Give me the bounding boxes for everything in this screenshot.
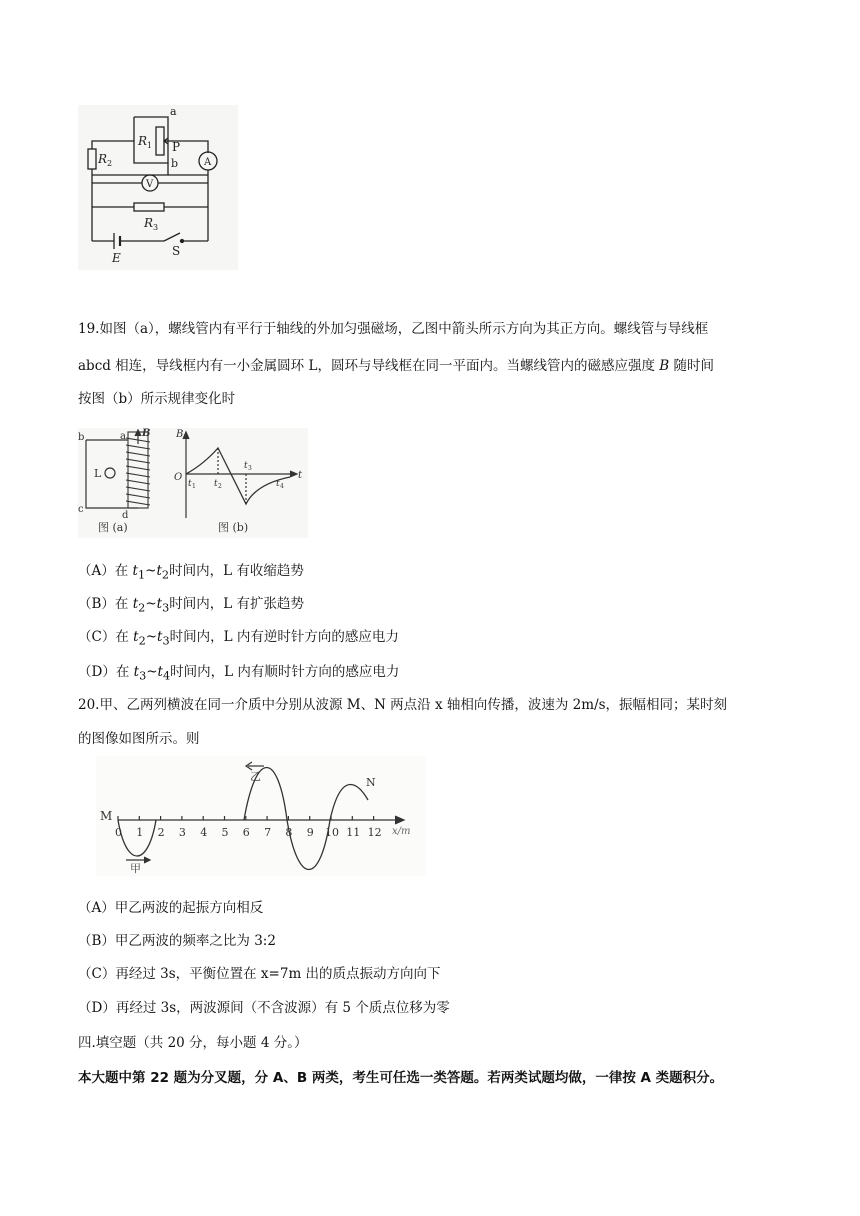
label-R3-sub: 3 (153, 223, 159, 232)
label-a: a (170, 105, 177, 118)
axis-tick-label: 10 (325, 826, 339, 839)
label-E: E (112, 251, 121, 265)
label-b: b (171, 157, 179, 170)
voltmeter-symbol: V (146, 179, 154, 190)
fig-label-L: L (94, 467, 102, 480)
option-t: t (156, 563, 162, 579)
axis-tick-label: 0 (115, 826, 122, 839)
option-mid: ~ (145, 629, 158, 645)
axis-tick-label: 9 (306, 826, 314, 839)
q19-option-d (78, 657, 399, 692)
q19-line2 (78, 351, 714, 381)
wave-axis-unit: x/m (392, 826, 411, 837)
label-R2: R (98, 152, 108, 166)
q19-line2-B: B (659, 358, 670, 374)
q19-option-c (78, 622, 399, 657)
q19-option-a (78, 556, 304, 591)
option-sub: 2 (161, 568, 170, 582)
option-t: t (156, 596, 163, 612)
tick-t2: t (214, 479, 218, 489)
option-sub: 3 (162, 601, 170, 615)
caption-b: 图 (b) (218, 521, 249, 534)
q20-wave-figure (96, 756, 426, 876)
option-t: t (132, 596, 139, 612)
q19-line2-end: 随时间 (669, 358, 714, 374)
option-prefix: （B）在 (78, 596, 133, 612)
wave-label-M: M (100, 809, 113, 823)
ammeter-symbol: A (204, 157, 212, 168)
option-sub: 2 (138, 634, 146, 648)
q19-line1: 19.如图（a），螺线管内有平行于轴线的外加匀强磁场，乙图中箭头所示方向为其正方向。螺线管与导线框 (78, 321, 709, 337)
axis-O: O (174, 472, 183, 483)
q20-line1: 20.甲、乙两列横波在同一介质中分别从波源 M、N 两点沿 x 轴相向传播，波速为 2m/s，振幅相同；某时刻 (78, 697, 728, 713)
tick-t3: t (244, 461, 248, 471)
label-S: S (172, 244, 181, 258)
label-R2-sub: 2 (107, 159, 113, 168)
option-suffix: 时间内，L 内有顺时针方向的感应电力 (170, 664, 400, 680)
option-suffix: 时间内，L 有扩张趋势 (169, 596, 305, 612)
label-P: P (172, 140, 181, 154)
axis-tick-label: 3 (178, 826, 186, 839)
q20-option-d: （D）再经过 3s，两波源间（不含波源）有 5 个质点位移为零 (78, 1000, 450, 1016)
axis-tick-label: 7 (264, 826, 272, 839)
option-sub: 3 (162, 634, 170, 648)
section4-note: 本大题中第 22 题为分叉题，分 A、B 两类，考生可任选一类答题。若两类试题均做，一律按 A 类题积分。 (78, 1070, 724, 1086)
label-R1: R (138, 134, 148, 148)
tick-t2-sub: 2 (218, 483, 222, 490)
q20-option-a: （A）甲乙两波的起振方向相反 (78, 900, 264, 916)
fig-label-c: c (78, 504, 84, 515)
option-t: t (157, 629, 163, 645)
option-t: t (157, 664, 163, 680)
tick-t1: t (188, 479, 192, 489)
axis-tick-label: 8 (285, 826, 293, 839)
option-t: t (132, 563, 138, 579)
axis-t: t (298, 470, 303, 481)
label-R3: R (144, 216, 154, 230)
option-suffix: 时间内，L 有收缩趋势 (169, 563, 304, 579)
option-mid: ~ (146, 664, 158, 680)
label-R1-sub: 1 (147, 141, 153, 150)
caption-a: 图 (a) (98, 521, 128, 534)
q19-figure (78, 428, 308, 538)
option-sub: 2 (138, 601, 146, 615)
option-t: t (133, 664, 140, 680)
section4-heading: 四.填空题（共 20 分，每小题 4 分。） (78, 1035, 308, 1051)
option-sub: 1 (137, 568, 146, 582)
q20-option-b: （B）甲乙两波的频率之比为 3:2 (78, 933, 276, 949)
tick-t1-sub: 1 (192, 483, 196, 490)
wave-label-jia: 甲 (130, 862, 141, 875)
q20-line2: 的图像如图所示。则 (78, 731, 200, 747)
axis-tick-label: 4 (200, 826, 208, 839)
axis-tick-label: 5 (221, 826, 229, 839)
option-sub: 3 (139, 669, 147, 683)
axis-tick-label: 11 (346, 826, 361, 839)
option-prefix: （A）在 (78, 563, 133, 579)
q20-option-c: （C）再经过 3s，平衡位置在 x=7m 出的质点振动方向向下 (78, 966, 441, 982)
fig-label-b: b (78, 432, 85, 443)
circuit-figure (78, 105, 238, 270)
option-sub: 4 (162, 669, 171, 683)
q19-line3: 按图（b）所示规律变化时 (78, 391, 236, 407)
axis-tick-label: 12 (367, 826, 382, 839)
q19-option-b (78, 589, 304, 624)
wave-label-N: N (366, 776, 376, 789)
axis-tick-label: 2 (157, 826, 165, 839)
q19-line2-text: abcd 相连，导线框内有一小金属圆环 L，圆环与导线框在同一平面内。当螺线管内的磁感应强度 (78, 358, 660, 374)
axis-tick-label: 6 (242, 826, 250, 839)
option-t: t (133, 629, 139, 645)
fig-label-B: B (142, 428, 151, 439)
tick-t4: t (276, 479, 280, 489)
tick-t3-sub: 3 (248, 465, 252, 472)
option-suffix: 时间内，L 内有逆时针方向的感应电力 (169, 629, 399, 645)
option-prefix: （D）在 (78, 664, 134, 680)
axis-tick-label: 1 (136, 826, 144, 839)
option-prefix: （C）在 (78, 629, 134, 645)
wave-label-yi: 乙 (250, 770, 261, 783)
tick-t4-sub: 4 (280, 483, 284, 490)
axis-B: B (176, 429, 184, 440)
option-mid: ~ (145, 563, 157, 579)
fig-label-d: d (122, 510, 129, 521)
fig-label-a: a (120, 431, 126, 442)
option-mid: ~ (145, 596, 157, 612)
